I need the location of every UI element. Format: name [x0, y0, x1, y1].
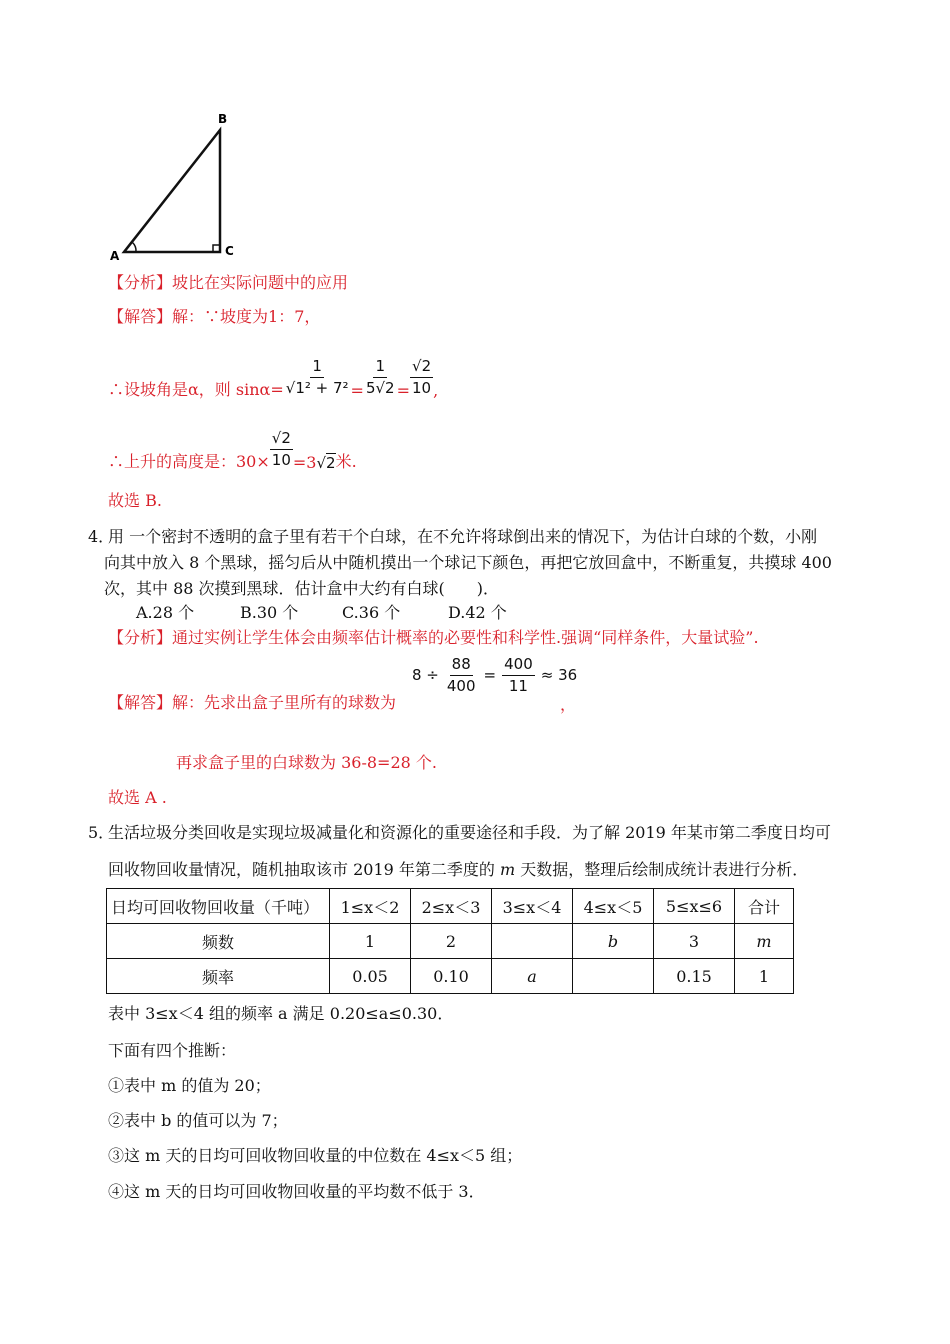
fraction-2: [364, 358, 397, 396]
fraction-4: [270, 430, 293, 468]
table-cell: 频数: [107, 924, 330, 959]
table-cell: 0.05: [330, 959, 411, 994]
label-a: A: [110, 249, 120, 263]
equals-2: =: [396, 381, 410, 400]
table-cell: 1: [330, 924, 411, 959]
table-row-frequency-rate: [107, 959, 794, 994]
q4-conclusion: 故选 A .: [108, 788, 167, 807]
fraction-1-denominator: √1² + 7²: [285, 378, 349, 397]
q4-analysis: [108, 625, 759, 648]
q3-conclusion: 故选 B.: [108, 491, 162, 510]
height-prefix: ∴上升的高度是：30×: [108, 452, 270, 471]
fraction-1-numerator: 1: [310, 358, 324, 378]
q3-height-line: [108, 420, 357, 476]
q4-second-step: 再求盒子里的白球数为 36-8=28 个.: [176, 753, 437, 772]
q4-answer: [108, 690, 396, 713]
table-cell: 日均可回收物回收量（千吨）: [107, 889, 330, 924]
q5-intro: 下面有四个推断：: [108, 1041, 237, 1060]
right-triangle-diagram: [110, 108, 250, 268]
answer-tag: 【解答】: [108, 693, 173, 712]
answer-tag: 【解答】: [108, 307, 173, 326]
result-sqrt: √2: [316, 454, 336, 472]
q4-text-line3: 次，其中 88 次摸到黑球．估计盒中大约有白球( )．: [104, 579, 500, 598]
q3-analysis: [108, 270, 348, 293]
formula-fraction-1: $\frac{88}{400}$: [446, 655, 476, 695]
q4-formula-comma: ，: [560, 695, 577, 714]
table-row-frequency-count: [107, 924, 794, 959]
unit: 米.: [335, 452, 357, 471]
equals-3: =3: [292, 453, 317, 472]
table-cell: 合计: [735, 889, 794, 924]
sin-prefix: ∴设坡角是α，则 sinα=: [108, 380, 284, 399]
fraction-4-denominator: 10: [271, 450, 291, 469]
q4-option-d[interactable]: D.42 个: [448, 603, 507, 622]
formula-equals: =: [483, 666, 497, 684]
table-cell: 3: [654, 924, 735, 959]
fraction-4-numerator: √2: [270, 430, 293, 450]
q4-option-b[interactable]: B.30 个: [240, 603, 299, 622]
q4-number: 4．: [88, 527, 115, 546]
table-cell: [492, 924, 573, 959]
q5-number: 5．: [88, 823, 115, 842]
table-cell: 4≤x＜5: [573, 889, 654, 924]
q4-option-a[interactable]: A.28 个: [136, 603, 195, 622]
table-cell: 2≤x＜3: [411, 889, 492, 924]
table-cell: 频率: [107, 959, 330, 994]
table-cell: a: [492, 959, 573, 994]
analysis-tag: 【分析】: [108, 628, 173, 647]
answer-text: 解：先求出盒子里所有的球数为: [172, 693, 397, 712]
fraction-3-numerator: √2: [410, 358, 433, 378]
analysis-text: 通过实例让学生体会由频率估计概率的必要性和科学性.强调“同样条件，大量试验”.: [172, 628, 759, 647]
q3-answer: [108, 304, 320, 327]
q5-inference-3: ③这 m 天的日均可回收物回收量的中位数在 4≤x＜5 组；: [108, 1146, 523, 1165]
formula-fraction-2: $\frac{400}{11}$: [504, 655, 533, 695]
q5-inference-2: ②表中 b 的值可以为 7；: [108, 1111, 288, 1130]
table-cell: 5≤x≤6: [654, 889, 735, 924]
fraction-3-denominator: 10: [412, 378, 432, 397]
table-cell: 0.15: [654, 959, 735, 994]
fraction-2-numerator: 1: [373, 358, 387, 378]
table-cell: 3≤x＜4: [492, 889, 573, 924]
frequency-table: [106, 888, 794, 994]
table-cell: 1: [735, 959, 794, 994]
formula-approx: ≈ 36: [540, 666, 578, 684]
table-cell: [573, 959, 654, 994]
q4-option-c[interactable]: C.36 个: [342, 603, 401, 622]
table-cell: 1≤x＜2: [330, 889, 411, 924]
q4-formula: [412, 656, 577, 694]
equals-1: =: [350, 381, 364, 400]
table-cell: m: [735, 924, 794, 959]
triangle-abc: [124, 130, 220, 252]
q5-inference-4: ④这 m 天的日均可回收物回收量的平均数不低于 3．: [108, 1182, 485, 1201]
comma: ,: [433, 381, 439, 400]
table-cell: 2: [411, 924, 492, 959]
label-b: B: [218, 112, 228, 126]
q4-text-line2: 向其中放入 8 个黑球，摇匀后从中随机摸出一个球记下颜色，再把它放回盒中，不断重复，共摸球 400: [104, 553, 832, 572]
table-header-row: [107, 889, 794, 924]
fraction-2-denominator: 5√2: [365, 378, 395, 397]
table-cell: 0.10: [411, 959, 492, 994]
analysis-text: 坡比在实际问题中的应用: [172, 273, 349, 292]
formula-lhs: 8 ÷: [412, 666, 439, 684]
answer-text: 解：∵坡度为1：7，: [172, 307, 321, 326]
label-c: C: [225, 244, 234, 258]
fraction-3: [410, 358, 433, 396]
analysis-tag: 【分析】: [108, 273, 173, 292]
q5-note: 表中 3≤x＜4 组的频率 a 满足 0.20≤a≤0.30．: [108, 1004, 454, 1023]
fraction-1: [284, 358, 351, 396]
q5-text-line1: 生活垃圾分类回收是实现垃圾减量化和资源化的重要途径和手段．为了解 2019 年某市第二季度日均可: [108, 823, 831, 842]
q5-text-line2: 回收物回收量情况，随机抽取该市 2019 年第二季度的 m 天数据，整理后绘制成统计表进行分析．: [108, 860, 809, 879]
q3-sin-line: [108, 346, 438, 406]
q4-text-line1: 用 一个密封不透明的盒子里有若干个白球，在不允许将球倒出来的情况下，为估计白球的个数，小刚: [108, 527, 818, 546]
table-cell: b: [573, 924, 654, 959]
q5-inference-1: ①表中 m 的值为 20；: [108, 1076, 271, 1095]
angle-alpha-arc: [132, 242, 136, 252]
